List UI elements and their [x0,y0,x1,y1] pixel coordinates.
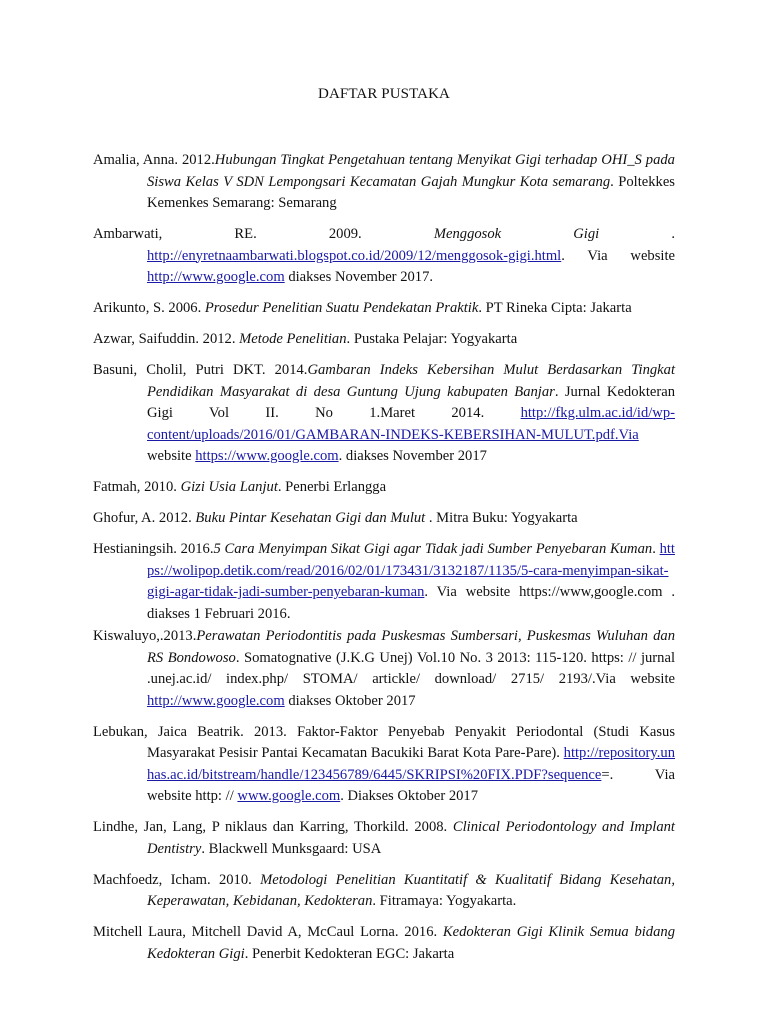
reference-item [93,922,675,965]
ref-author: Amalia, Anna. 2012. [93,152,215,168]
ref-author: Fatmah, 2010. [93,479,181,495]
reference-item [93,722,675,808]
reference-item [93,539,675,625]
ref-author: Hestianingsih. 2016. [93,541,214,557]
ref-access-date: . Diakses Oktober 2017 [340,788,479,804]
ref-access-date: diakses November 2017. [284,269,434,285]
reference-item [93,150,675,215]
ref-author: Kiswaluyo,.2013. [93,628,197,644]
ref-url-link[interactable]: http://enyretnaambarwati.blogspot.co.id/2009/12/menggosok-gigi.html [147,247,562,264]
google-link[interactable]: www.google.com [237,788,341,804]
ref-journal: . Jurnal Kedokteran Gigi Vol II. No 1.Maret 2014. [147,383,675,421]
ref-title: Menggosok Gigi [433,226,600,242]
ref-separator: . [599,226,676,242]
ref-author: Mitchell Laura, Mitchell David A, McCaul Lorna. 2016. [93,924,443,940]
ref-access-date: . Via website https://www,google.com . diakses 1 Februari 2016. [147,584,675,622]
reference-list [93,150,675,975]
ref-author: Lebukan, Jaica Beatrik. 2013. Faktor-Faktor Penyebab Penyakit Periodontal (Studi Kasus Masyarakat Pesisir Pantai Kecamatan Bacukiki Barat Kota Pare-Pare). [93,723,675,761]
ref-publisher: . Fitramaya: Yogyakarta. [372,893,517,909]
reference-item [93,477,675,499]
reference-item [93,329,675,351]
page-title: DAFTAR PUSTAKA [318,86,450,102]
ref-title: Kedokteran Gigi Klinik Semua bidang Kedokteran Gigi [147,924,675,962]
reference-item [93,224,675,289]
google-link[interactable]: https://www.google.com [195,448,339,464]
ref-title: Buku Pintar Kesehatan Gigi dan Mulut [195,510,426,526]
reference-item [93,870,675,913]
ref-access-date: . diakses November 2017 [338,448,487,464]
ref-url-link[interactable]: http://repository.unhas.ac.id/bitstream/handle/123456789/6445/SKRIPSI%20FIX.PDF?sequence [147,745,675,783]
ref-title: Clinical Periodontology and Implant Dentistry [147,819,675,857]
reference-item [93,626,675,712]
ref-publisher: . Pustaka Pelajar: Yogyakarta [346,331,518,347]
google-link[interactable]: http://www.google.com [147,692,285,709]
ref-title: Prosedur Penelitian Suatu Pendekatan Praktik [204,300,479,316]
ref-text: . Via website [561,247,675,264]
google-link[interactable]: http://www.google.com [147,269,285,285]
reference-item [93,360,675,468]
reference-item [93,508,675,530]
ref-title: Gizi Usia Lanjut [180,479,278,495]
ref-author: Ambarwati, RE. 2009. [93,226,362,242]
ref-access-date: diakses Oktober 2017 [284,692,416,709]
ref-text: =. Via website http: // [147,766,675,804]
ref-publisher: . Poltekkes Kemenkes Semarang: Semarang [147,173,675,211]
ref-publisher: . PT Rineka Cipta: Jakarta [478,300,632,316]
ref-title: Metode Penelitian [239,331,347,347]
ref-author: Lindhe, Jan, Lang, P niklaus dan Karring, Thorkild. 2008. [93,819,453,835]
ref-title: Gambaran Indeks Kebersihan Mulut Berdasarkan Tingkat Pendidikan Masyarakat di desa Guntung Ujung kabupaten Banjar [147,362,675,400]
reference-item [93,817,675,860]
ref-publisher: . Blackwell Munksgaard: USA [201,840,382,857]
ref-text: website [147,448,196,464]
ref-publisher: . Mitra Buku: Yogyakarta [425,510,578,526]
ref-title: Hubungan Tingkat Pengetahuan tentang Menyikat Gigi terhadap OHI_S pada Siswa Kelas V SDN Lempongsari Kecamatan Gajah Mungkur Kota semarang [147,152,675,190]
ref-title: Perawatan Periodontitis pada Puskesmas Sumbersari, Puskesmas Wuluhan dan RS Bondowoso [147,628,675,666]
reference-item [93,298,675,320]
ref-publisher: . Penerbi Erlangga [277,479,387,495]
ref-text: . [652,541,660,557]
ref-publisher: . Penerbit Kedokteran EGC: Jakarta [244,945,455,962]
ref-title: Metodologi Penelitian Kuantitatif & Kualitatif Bidang Kesehatan, Keperawatan, Kebidanan, Kedokteran [147,871,675,909]
ref-author: Ghofur, A. 2012. [93,510,196,526]
ref-journal: . Somatognative (J.K.G Unej) Vol.10 No. 3 2013: 115-120. https: // jurnal .unej.ac.id/ index.php/ STOMA/ artickle/ download/ 2715/ 2193/.Via website [147,649,675,687]
ref-url-link[interactable]: https://wolipop.detik.com/read/2016/02/01/173431/3132187/1135/5-cara-menyimpan-sikat-gigi-agar-tidak-jadi-sumber-penyebaran-kuman [147,541,675,600]
ref-title: 5 Cara Menyimpan Sikat Gigi agar Tidak jadi Sumber Penyebaran Kuman [213,541,653,557]
ref-author: Basuni, Cholil, Putri DKT. 2014. [93,362,308,378]
ref-author: Arikunto, S. 2006. [93,300,205,316]
ref-author: Azwar, Saifuddin. 2012. [93,331,240,347]
ref-url-link[interactable]: http://fkg.ulm.ac.id/id/wp-content/uploads/2016/01/GAMBARAN-INDEKS-KEBERSIHAN-MULUT.pdf.Via [147,405,675,443]
ref-author: Machfoedz, Icham. 2010. [93,871,261,888]
